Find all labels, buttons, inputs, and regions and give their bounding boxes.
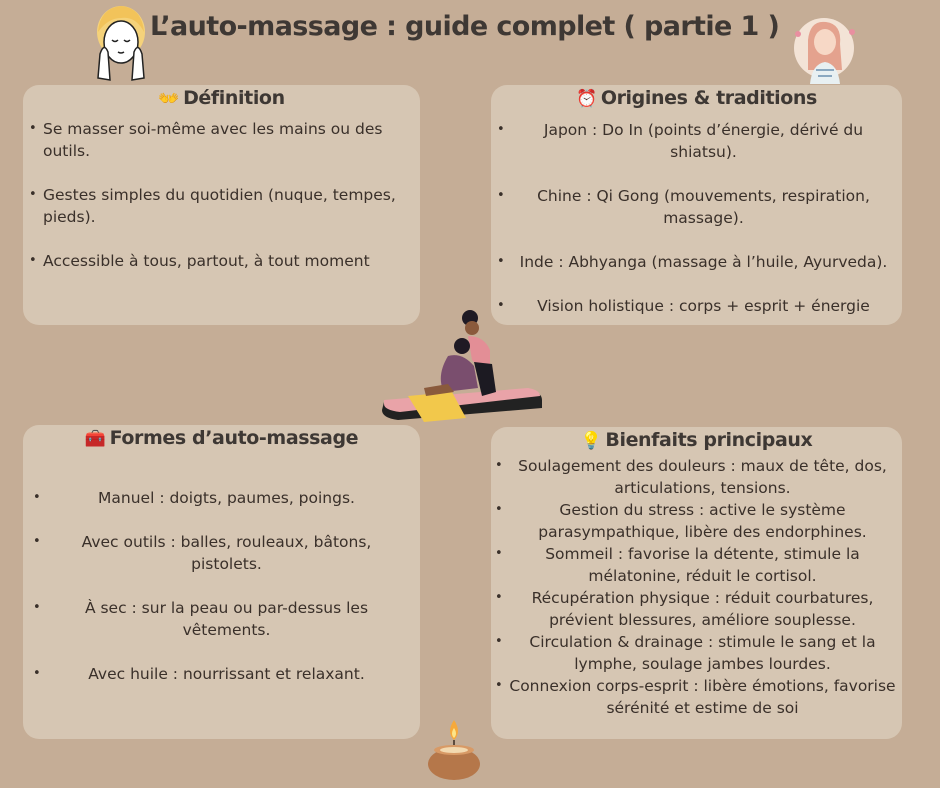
clock-icon: ⏰ bbox=[576, 89, 597, 109]
list-item: • Récupération physique : réduit courbatures, prévient blessures, améliore souplesse. bbox=[507, 587, 898, 631]
card-definition bbox=[23, 85, 420, 325]
list-item: • Gestion du stress : active le système parasympathique, libère des endorphines. bbox=[507, 499, 898, 543]
bienfaits-list bbox=[491, 455, 902, 719]
origines-list bbox=[491, 119, 902, 317]
list-item: • Avec outils : balles, rouleaux, bâtons, pistolets. bbox=[63, 531, 390, 575]
woman-illustration bbox=[788, 10, 860, 86]
list-item: • Japon : Do In (points d’énergie, dérivé du shiatsu). bbox=[515, 119, 892, 163]
list-item: • Chine : Qi Gong (mouvements, respiration, massage). bbox=[515, 185, 892, 229]
list-item: • Se masser soi-même avec les mains ou des outils. bbox=[43, 118, 412, 162]
list-item: • Circulation & drainage : stimule le sang et la lymphe, soulage jambes lourdes. bbox=[507, 631, 898, 675]
toolbox-icon: 🧰 bbox=[84, 429, 106, 449]
card-bienfaits bbox=[491, 427, 902, 739]
formes-list bbox=[23, 487, 420, 685]
card-definition-title: Définition bbox=[183, 87, 285, 109]
list-item: • Soulagement des douleurs : maux de tête, dos, articulations, tensions. bbox=[507, 455, 898, 499]
card-bienfaits-title-row bbox=[491, 429, 902, 451]
card-origines bbox=[491, 85, 902, 325]
card-origines-title-row bbox=[491, 87, 902, 109]
list-item: • Accessible à tous, partout, à tout moment bbox=[43, 250, 412, 272]
card-origines-title: Origines & traditions bbox=[600, 87, 817, 109]
list-item: • Sommeil : favorise la détente, stimule la mélatonine, réduit le cortisol. bbox=[507, 543, 898, 587]
list-item: • Gestes simples du quotidien (nuque, tempes, pieds). bbox=[43, 184, 412, 228]
list-item: • Inde : Abhyanga (massage à l’huile, Ayurveda). bbox=[515, 251, 892, 273]
list-item: • Avec huile : nourrissant et relaxant. bbox=[63, 663, 390, 685]
list-item: • Connexion corps-esprit : libère émotions, favorise sérénité et estime de soi bbox=[507, 675, 898, 719]
card-definition-title-row bbox=[23, 87, 420, 109]
list-item: • À sec : sur la peau ou par-dessus les vêtements. bbox=[63, 597, 390, 641]
candle-illustration bbox=[426, 718, 482, 782]
list-item: • Vision holistique : corps + esprit + énergie bbox=[515, 295, 892, 317]
massage-illustration bbox=[378, 306, 548, 428]
lightbulb-icon: 💡 bbox=[580, 431, 602, 451]
list-item: • Manuel : doigts, paumes, poings. bbox=[63, 487, 390, 509]
open-hands-icon: 👐 bbox=[158, 89, 180, 109]
page-title: L’auto-massage : guide complet ( partie 1 ) bbox=[150, 11, 780, 42]
card-formes-title: Formes d’auto-massage bbox=[109, 427, 359, 449]
card-formes bbox=[23, 425, 420, 739]
definition-list bbox=[23, 118, 420, 272]
relaxed-face-illustration bbox=[92, 2, 150, 82]
card-bienfaits-title: Bienfaits principaux bbox=[605, 429, 813, 451]
card-formes-title-row bbox=[23, 427, 420, 449]
